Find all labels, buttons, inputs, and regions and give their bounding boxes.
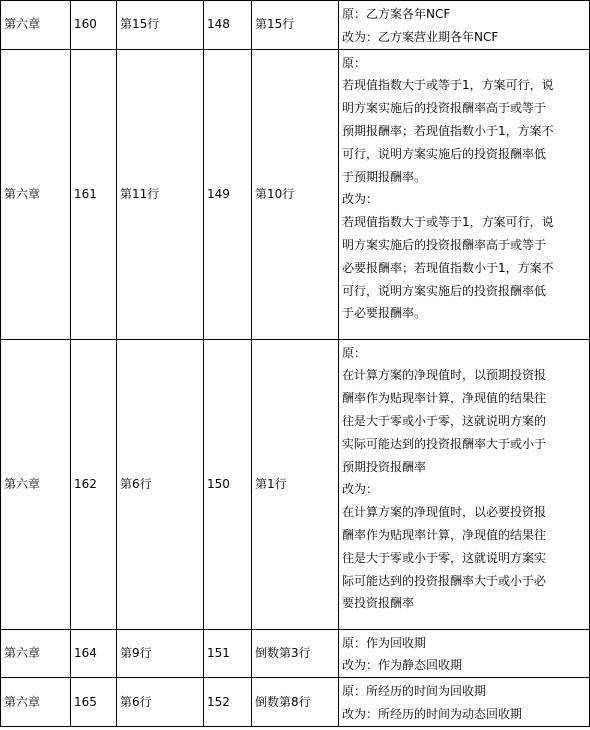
correction-line: 原： <box>342 345 367 360</box>
new-page-cell: 148 <box>204 1 252 50</box>
correction-cell <box>339 1 590 50</box>
original-line-cell: 第15行 <box>117 1 204 50</box>
correction-line: 若现值指数大于或等于1，方案可行，说 <box>342 215 554 230</box>
correction-line: 若现值指数大于或等于1，方案可行，说 <box>342 78 554 93</box>
correction-cell <box>339 339 590 629</box>
correction-line: 往是大于零或小于零，这就说明方案的 <box>342 413 547 428</box>
correction-line: 原：所经历的时间为回收期 <box>342 684 487 699</box>
correction-line: 际可能达到的投资报酬率大于或小于必 <box>342 573 547 588</box>
original-line-cell: 第6行 <box>117 678 204 727</box>
new-page-cell: 150 <box>204 339 252 629</box>
correction-line: 在计算方案的净现值时，以预期投资报 <box>342 368 547 383</box>
correction-line: 要投资报酬率 <box>342 596 415 611</box>
correction-line: 原：作为回收期 <box>342 635 427 650</box>
table-row <box>1 629 590 678</box>
correction-line: 改为：作为静态回收期 <box>342 658 463 673</box>
table-row <box>1 1 590 50</box>
table-row <box>1 339 590 629</box>
correction-line: 改为：乙方案营业期各年NCF <box>342 29 499 44</box>
correction-line: 改为： <box>342 482 379 497</box>
original-page-cell: 162 <box>71 339 117 629</box>
chapter-cell: 第六章 <box>1 339 71 629</box>
correction-line: 酬率作为贴现率计算，净现值的结果往 <box>342 527 547 542</box>
correction-cell <box>339 629 590 678</box>
correction-line: 明方案实施后的投资报酬率高于或等于 <box>342 237 547 252</box>
correction-line: 预期报酬率；若现值指数小于1，方案不 <box>342 123 554 138</box>
correction-line: 原：乙方案各年NCF <box>342 7 451 21</box>
correction-line: 于预期报酬率。 <box>342 169 427 184</box>
correction-line: 改为： <box>342 192 379 207</box>
chapter-cell: 第六章 <box>1 1 71 50</box>
table-row <box>1 49 590 339</box>
new-line-cell: 倒数第3行 <box>252 629 339 678</box>
new-page-cell: 151 <box>204 629 252 678</box>
original-page-cell: 164 <box>71 629 117 678</box>
chapter-cell: 第六章 <box>1 678 71 727</box>
original-line-cell: 第11行 <box>117 49 204 339</box>
correction-line: 酬率作为贴现率计算，净现值的结果往 <box>342 391 547 406</box>
chapter-cell: 第六章 <box>1 49 71 339</box>
original-page-cell: 161 <box>71 49 117 339</box>
table-row <box>1 678 590 727</box>
correction-line: 于必要报酬率。 <box>342 306 427 321</box>
correction-line: 可行，说明方案实施后的投资报酬率低 <box>342 146 547 161</box>
correction-line: 预期投资报酬率 <box>342 459 427 474</box>
correction-line: 改为：所经历的时间为动态回收期 <box>342 706 523 721</box>
original-line-cell: 第9行 <box>117 629 204 678</box>
correction-cell <box>339 678 590 727</box>
new-page-cell: 152 <box>204 678 252 727</box>
original-line-cell: 第6行 <box>117 339 204 629</box>
correction-line: 原： <box>342 55 367 70</box>
original-page-cell: 165 <box>71 678 117 727</box>
original-page-cell: 160 <box>71 1 117 50</box>
correction-line: 实际可能达到的投资报酬率大于或小于 <box>342 436 547 451</box>
correction-line: 可行，说明方案实施后的投资报酬率低 <box>342 283 547 298</box>
correction-line: 在计算方案的净现值时，以必要投资报 <box>342 505 547 520</box>
correction-line: 必要报酬率；若现值指数小于1，方案不 <box>342 260 554 275</box>
new-page-cell: 149 <box>204 49 252 339</box>
new-line-cell: 第1行 <box>252 339 339 629</box>
new-line-cell: 第10行 <box>252 49 339 339</box>
new-line-cell: 第15行 <box>252 1 339 50</box>
correction-line: 往是大于零或小于零，这就说明方案实 <box>342 550 547 565</box>
chapter-cell: 第六章 <box>1 629 71 678</box>
correction-line: 明方案实施后的投资报酬率高于或等于 <box>342 101 547 116</box>
new-line-cell: 倒数第8行 <box>252 678 339 727</box>
correction-cell <box>339 49 590 339</box>
